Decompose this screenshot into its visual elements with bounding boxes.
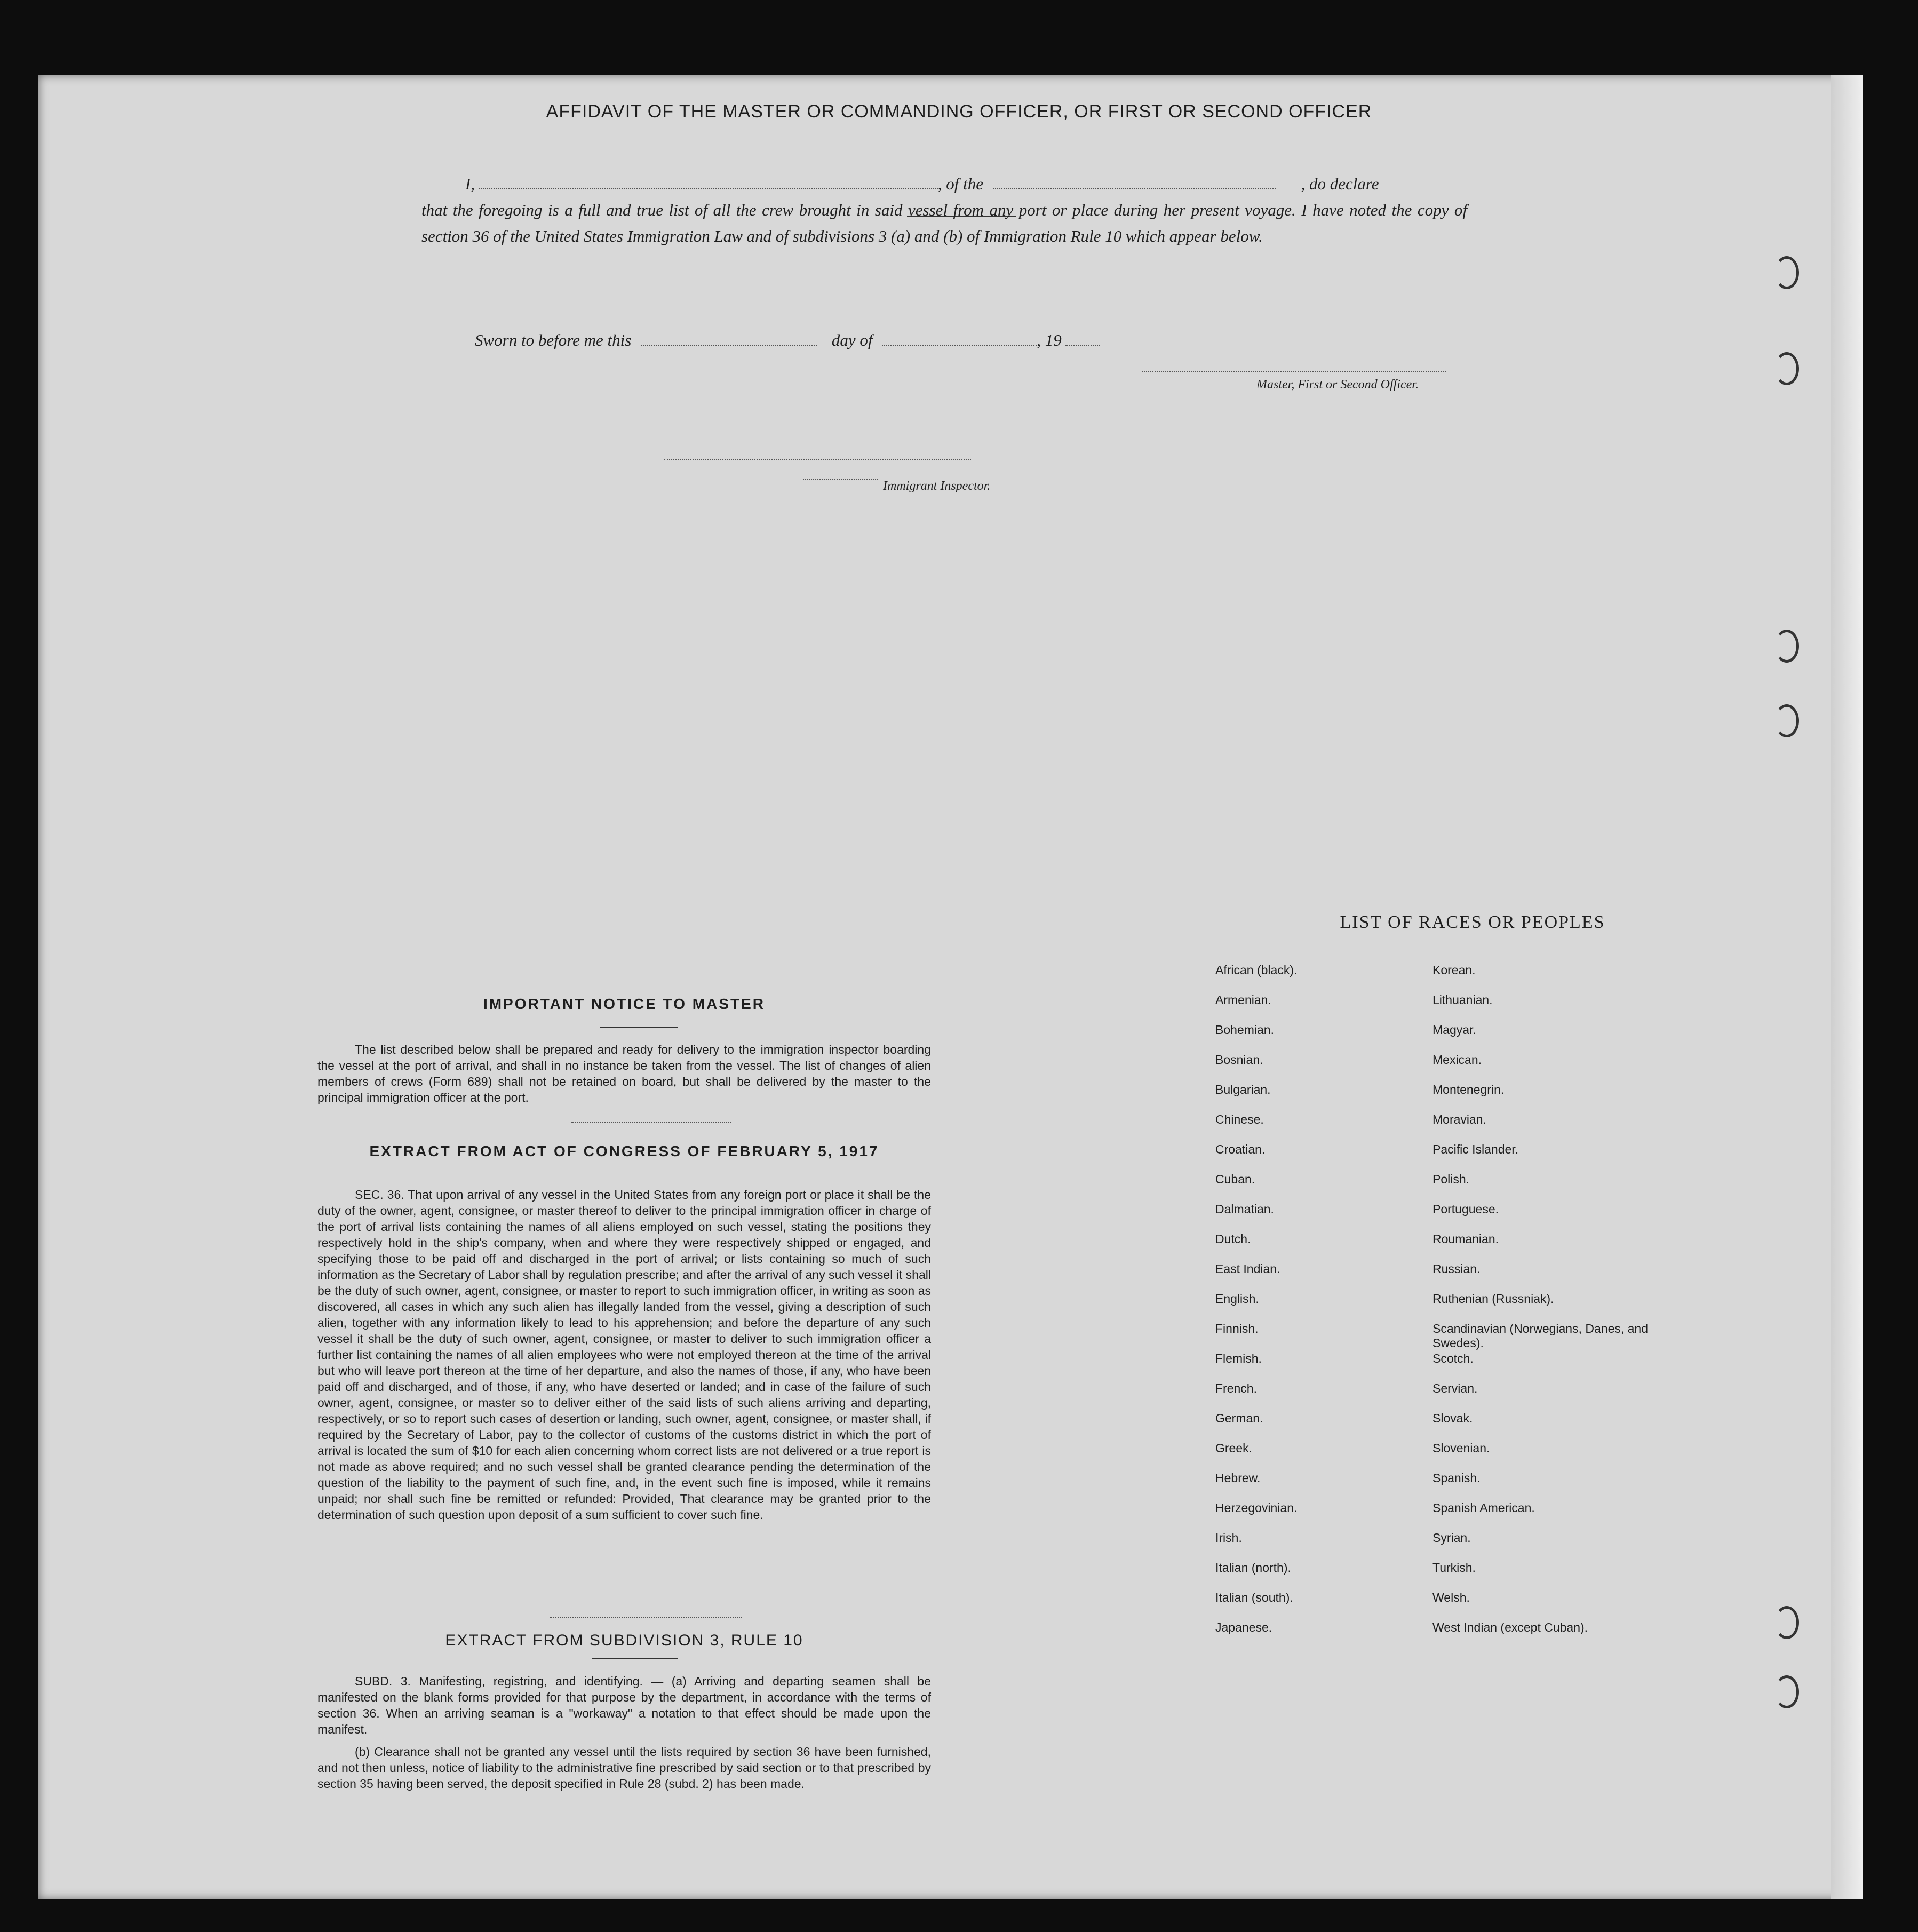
races-column-1 — [1215, 963, 1418, 1650]
declare-text: , do declare — [1301, 174, 1379, 193]
act-title: EXTRACT FROM ACT OF CONGRESS OF FEBRUARY 5, 1917 — [369, 1143, 879, 1159]
race-item: French. — [1215, 1381, 1257, 1395]
sworn-month-field[interactable] — [882, 345, 1037, 346]
sworn-day-field[interactable] — [641, 345, 817, 346]
sworn-day-of: day of — [831, 331, 873, 349]
race-item: Scandinavian (Norwegians, Danes, and Swedes). — [1432, 1322, 1649, 1350]
inspector-caption: Immigrant Inspector. — [883, 479, 991, 493]
sworn-year-prefix: , 19 — [1037, 331, 1062, 349]
race-item: Cuban. — [1215, 1172, 1255, 1186]
race-item: East Indian. — [1215, 1262, 1280, 1276]
affidavit-statement: that the foregoing is a full and true list of all the crew brought in said vessel from any port or place during her present voyage. I have noted the copy of section 36 of the United States Immigration Law and of subdivisions 3 (a) and (b) of Immigration Rule 10 which appear below. — [421, 201, 1467, 245]
race-item: Moravian. — [1432, 1112, 1486, 1126]
notice-title: IMPORTANT NOTICE TO MASTER — [483, 996, 766, 1012]
race-item: Polish. — [1432, 1172, 1470, 1186]
inspector-signature-field[interactable] — [664, 459, 971, 460]
race-item: Irish. — [1215, 1531, 1242, 1545]
races-title: LIST OF RACES OR PEOPLES — [1340, 912, 1605, 932]
race-item: Servian. — [1432, 1381, 1478, 1395]
race-item: Dalmatian. — [1215, 1202, 1274, 1216]
sworn-year-field[interactable] — [1065, 345, 1100, 346]
race-item: Finnish. — [1215, 1322, 1259, 1335]
declarant-name-field[interactable] — [479, 188, 938, 189]
rule-divider — [592, 1658, 678, 1659]
race-item: Turkish. — [1432, 1561, 1476, 1575]
race-item: Croatian. — [1215, 1142, 1266, 1156]
race-item: Roumanian. — [1432, 1232, 1499, 1246]
race-item: Bosnian. — [1215, 1053, 1263, 1067]
punch-hole — [1774, 352, 1799, 385]
punch-hole — [1774, 630, 1799, 663]
race-item: Bohemian. — [1215, 1023, 1274, 1037]
race-item: Flemish. — [1215, 1351, 1262, 1365]
punch-hole — [1774, 704, 1799, 737]
punch-hole — [1774, 256, 1799, 289]
race-item: Slovak. — [1432, 1411, 1473, 1425]
race-item: Magyar. — [1432, 1023, 1476, 1037]
race-item: West Indian (except Cuban). — [1432, 1620, 1588, 1634]
notice-divider — [600, 1027, 678, 1028]
race-item: Spanish. — [1432, 1471, 1481, 1485]
race-item: Herzegovinian. — [1215, 1501, 1298, 1515]
race-item: Greek. — [1215, 1441, 1253, 1455]
race-item: Russian. — [1432, 1262, 1481, 1276]
race-item: Chinese. — [1215, 1112, 1264, 1126]
rule-text-a: SUBD. 3. Manifesting, registring, and identifying. — (a) Arriving and departing seamen shall be manifested on the blank forms provided for that purpose by the department, in accordance with the terms of section 36. When an arriving seaman is a "workaway" a notation to that effect should be made upon the manifest. — [317, 1674, 931, 1736]
act-text: SEC. 36. That upon arrival of any vessel in the United States from any foreign port or place it shall be the duty of the owner, agent, consignee, or master thereof to deliver to the principal immigration officer in charge of the port of arrival lists containing the names of all aliens employed on such vessel, stating the positions they respectively hold in the ship's company, when and where they were respectively shipped or engaged, and specifying those to be paid off and discharged in the port of arrival; or lists containing so much of such information as the Secretary of Labor shall by regulation prescribe; and after the arrival of any such vessel it shall be the duty of such owner, agent, consignee, or master to report to such immigration officer, in writing as soon as discovered, all cases in which any such alien has illegally landed from the vessel, giving a description of such alien, together with any information likely to lead to his apprehension; and before the departure of any such vessel it shall be the duty of such owner, agent, consignee, or master to deliver to such immigration officer a further list containing the names of all alien employees who were not employed thereon at the time of the arrival but who will leave port thereon at the time of her departure, and also the names of those, if any, who have been paid off and discharged, and of those, if any, who have deserted or landed; and in case of the failure of such owner, agent, consignee, or master so to deliver either of the said lists of such aliens arriving and departing, respectively, or so to report such cases of desertion or landing, such owner, agent, consignee, or master shall, if required by the Secretary of Labor, pay to the collector of customs of the customs district in which the port of arrival is located the sum of $10 for each alien concerning whom correct lists are not delivered or a true report is not made as above required; and no such vessel shall be granted clearance pending the determination of the question of the liability to the payment of such fine, and, in the event such fine is imposed, while it remains unpaid; nor shall such fine be remitted or refunded: Provided, That clearance may be granted prior to the determination of such question upon deposit of a sum sufficient to cover such fine. — [317, 1188, 931, 1522]
race-item: African (black). — [1215, 963, 1298, 977]
race-item: English. — [1215, 1292, 1259, 1306]
race-item: Hebrew. — [1215, 1471, 1261, 1485]
sworn-line — [475, 331, 1100, 350]
race-item: Italian (north). — [1215, 1561, 1291, 1575]
rule-text-b: (b) Clearance shall not be granted any vessel until the lists required by section 36 have been furnished, and not then unless, notice of liability to the administrative fine prescribed by said section or to that prescribed by section 35 having been served, the deposit specified in Rule 28 (subd. 2) has been made. — [317, 1745, 931, 1791]
race-item: Mexican. — [1432, 1053, 1482, 1067]
race-item: Welsh. — [1432, 1591, 1470, 1604]
race-item: Spanish American. — [1432, 1501, 1535, 1515]
page-edge — [1831, 75, 1863, 1899]
race-item: German. — [1215, 1411, 1263, 1425]
master-signature-field[interactable] — [1142, 371, 1446, 372]
punch-hole — [1774, 1675, 1799, 1708]
affidavit-title: AFFIDAVIT OF THE MASTER OR COMMANDING OFFICER, OR FIRST OR SECOND OFFICER — [546, 101, 1372, 122]
punch-hole — [1774, 1606, 1799, 1639]
section-divider — [571, 1122, 731, 1123]
race-item: Japanese. — [1215, 1620, 1272, 1634]
declarant-prefix: I, — [465, 174, 475, 193]
inspector-caption-dots — [803, 479, 878, 480]
race-item: Montenegrin. — [1432, 1083, 1505, 1096]
race-item: Dutch. — [1215, 1232, 1251, 1246]
race-item: Pacific Islander. — [1432, 1142, 1519, 1156]
sworn-prefix: Sworn to before me this — [475, 331, 632, 349]
races-column-2 — [1432, 963, 1657, 1650]
race-item: Ruthenian (Russniak). — [1432, 1292, 1554, 1306]
affidavit-body — [421, 171, 1467, 249]
race-item: Lithuanian. — [1432, 993, 1493, 1007]
race-item: Portuguese. — [1432, 1202, 1499, 1216]
race-item: Scotch. — [1432, 1351, 1474, 1365]
vessel-name-field[interactable] — [993, 188, 1276, 189]
notice-text: The list described below shall be prepared and ready for delivery to the immigration inspector boarding the vessel at the port of arrival, and shall in no instance be taken from the vessel. The list of changes of alien members of crews (Form 689) shall not be retained on board, but shall be delivered by the master to the principal immigration officer at the port. — [317, 1043, 931, 1104]
race-item: Italian (south). — [1215, 1591, 1293, 1604]
rule-title: EXTRACT FROM SUBDIVISION 3, RULE 10 — [445, 1632, 803, 1649]
race-item: Slovenian. — [1432, 1441, 1490, 1455]
race-item: Syrian. — [1432, 1531, 1471, 1545]
master-signature-caption: Master, First or Second Officer. — [1256, 378, 1419, 392]
affidavit-declaration-line — [421, 171, 1467, 197]
section-divider — [550, 1617, 742, 1618]
race-item: Armenian. — [1215, 993, 1271, 1007]
vessel-prefix: , of the — [937, 174, 983, 193]
race-item: Bulgarian. — [1215, 1083, 1271, 1096]
race-item: Korean. — [1432, 963, 1476, 977]
